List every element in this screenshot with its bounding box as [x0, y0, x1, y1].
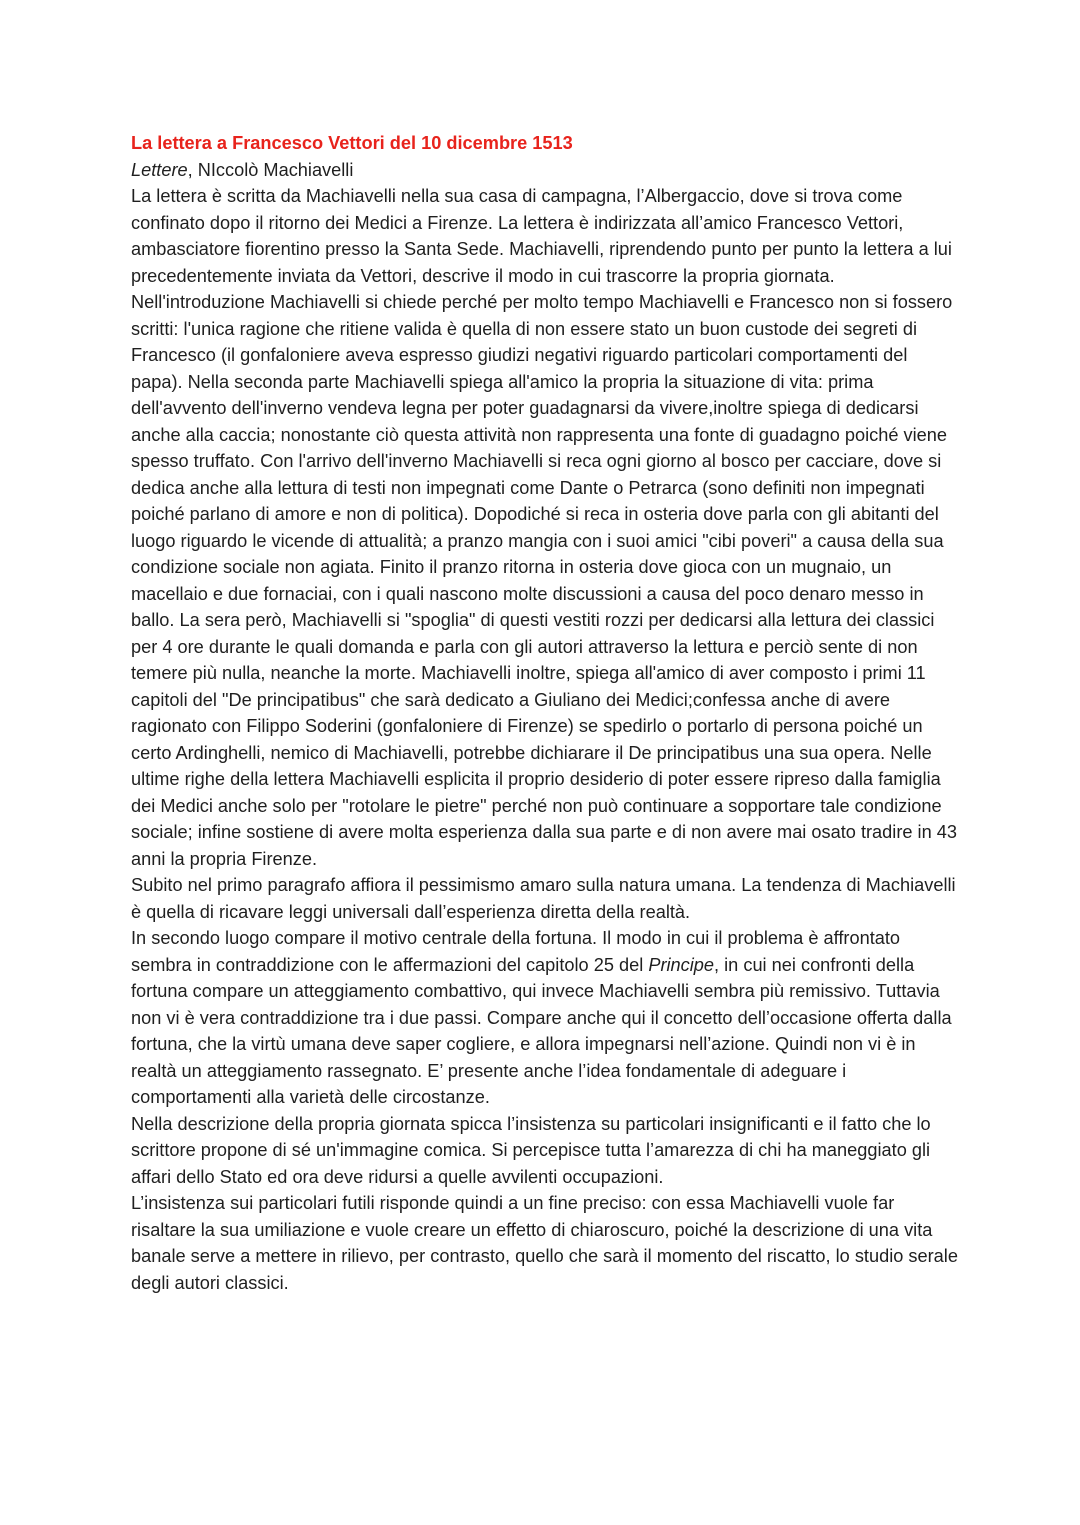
work-title: Lettere — [131, 159, 188, 180]
principe-title: Principe — [648, 954, 715, 975]
author-name: , NIccolò Machiavelli — [187, 159, 354, 180]
paragraph-daily-life: Nella descrizione della propria giornata spicca l’insistenza su particolari insignificanti e il fatto che lo scrittore propone di sé un'immagine comica. Si percepisce tutta l’amarezza di chi ha maneggiato gli affari dello Stato ed ora deve ridursi a quelle avvilenti occupazioni. — [131, 1113, 931, 1187]
paragraph-summary: Nell'introduzione Machiavelli si chiede perché per molto tempo Machiavelli e Francesco non si fossero scritti: l'unica ragione che ritiene valida è quella di non essere stato un buon custode dei segreti di Francesco (il gonfaloniere aveva espresso giudizi negativi riguardo particolari comportamenti del papa). Nella seconda parte Machiavelli spiega all'amico la propria la situazione di vita: prima dell'avvento dell'inverno vendeva legna per poter guadagnarsi da vivere,inoltre spiega di dedicarsi anche alla caccia; nonostante ciò questa attività non rappresenta una fonte di guadagno poiché viene spesso truffato. Con l'arrivo dell'inverno Machiavelli si reca ogni giorno al bosco per cacciare, dove si dedica anche alla lettura di testi non impegnati come Dante o Petrarca (sono definiti non impegnati poiché parlano di amore e non di politica). Dopodiché si reca in osteria dove parla con gli abitanti del luogo riguardo le vicende di attualità; a pranzo mangia con i suoi amici "cibi poveri" a causa della sua condizione sociale non agiata. Finito il pranzo ritorna in osteria dove gioca con un mugnaio, un macellaio e due fornaciai, con i quali nascono molte discussioni a causa del poco denaro messo in ballo. La sera però, Machiavelli si "spoglia" di questi vestiti rozzi per dedicarsi alla lettura dei classici per 4 ore durante le quali domanda e parla con gli autori attraverso la lettura e perciò sente di non temere più nulla, neanche la morte. Machiavelli inoltre, spiega all'amico di aver composto i primi 11 capitoli del "De principatibus" che sarà dedicato a Giuliano dei Medici;confessa anche di avere ragionato con Filippo Soderini (gonfaloniere di Firenze) se spedirlo o portarlo di persona poiché un certo Ardinghelli, nemico di Machiavelli, potrebbe dichiarare il De principatibus una sua opera. Nelle ultime righe della lettera Machiavelli esplicita il proprio desiderio di poter essere ripreso dalla famiglia dei Medici anche solo per "rotolare le pietre" perché non può continuare a sopportare tale condizione sociale; infine sostiene di avere molta esperienza dalla sua parte e di non avere mai osato tradire in 43 anni la propria Firenze. — [131, 292, 957, 869]
paragraph-fortune — [131, 925, 961, 1111]
paragraph-conclusion: L’insistenza sui particolari futili risponde quindi a un fine preciso: con essa Machiavelli vuole far risaltare la sua umiliazione e vuole creare un effetto di chiaroscuro, poiché la descrizione di una vita banale serve a mettere in rilievo, per contrasto, quello che sarà il momento del riscatto, lo studio serale degli autori classici. — [131, 1193, 958, 1293]
paragraph-pessimism: Subito nel primo paragrafo affiora il pessimismo amaro sulla natura umana. La tendenza di Machiavelli è quella di ricavare leggi universali dall’esperienza diretta della realtà. — [131, 875, 956, 922]
paragraph-intro: La lettera è scritta da Machiavelli nella sua casa di campagna, l’Albergaccio, dove si trova come confinato dopo il ritorno dei Medici a Firenze. La lettera è indirizzata all’amico Francesco Vettori, ambasciatore fiorentino presso la Santa Sede. Machiavelli, riprendendo punto per punto la lettera a lui precedentemente inviata da Vettori, descrive il modo in cui trascorre la propria giornata. — [131, 186, 952, 286]
document-page — [131, 130, 961, 1296]
paragraph-fortune-part2: , in cui nei confronti della fortuna compare un atteggiamento combattivo, qui invece Machiavelli sembra più remissivo. Tuttavia non vi è vera contraddizione tra i due passi. Compare anche qui il concetto dell’occasione offerta dalla fortuna, che la virtù umana deve saper cogliere, e allora impegnarsi nell’azione. Quindi non vi è in realtà un atteggiamento rassegnato. E’ presente anche l’idea fondamentale di adeguare i comportamenti alla varietà delle circostanze. — [131, 954, 952, 1107]
document-subtitle — [131, 157, 961, 184]
document-title: La lettera a Francesco Vettori del 10 dicembre 1513 — [131, 133, 573, 153]
paragraph-fortune-part1: In secondo luogo compare il motivo centrale della fortuna. Il modo in cui il problema è affrontato sembra in contraddizione con le affermazioni del capitolo 25 del — [131, 928, 901, 975]
